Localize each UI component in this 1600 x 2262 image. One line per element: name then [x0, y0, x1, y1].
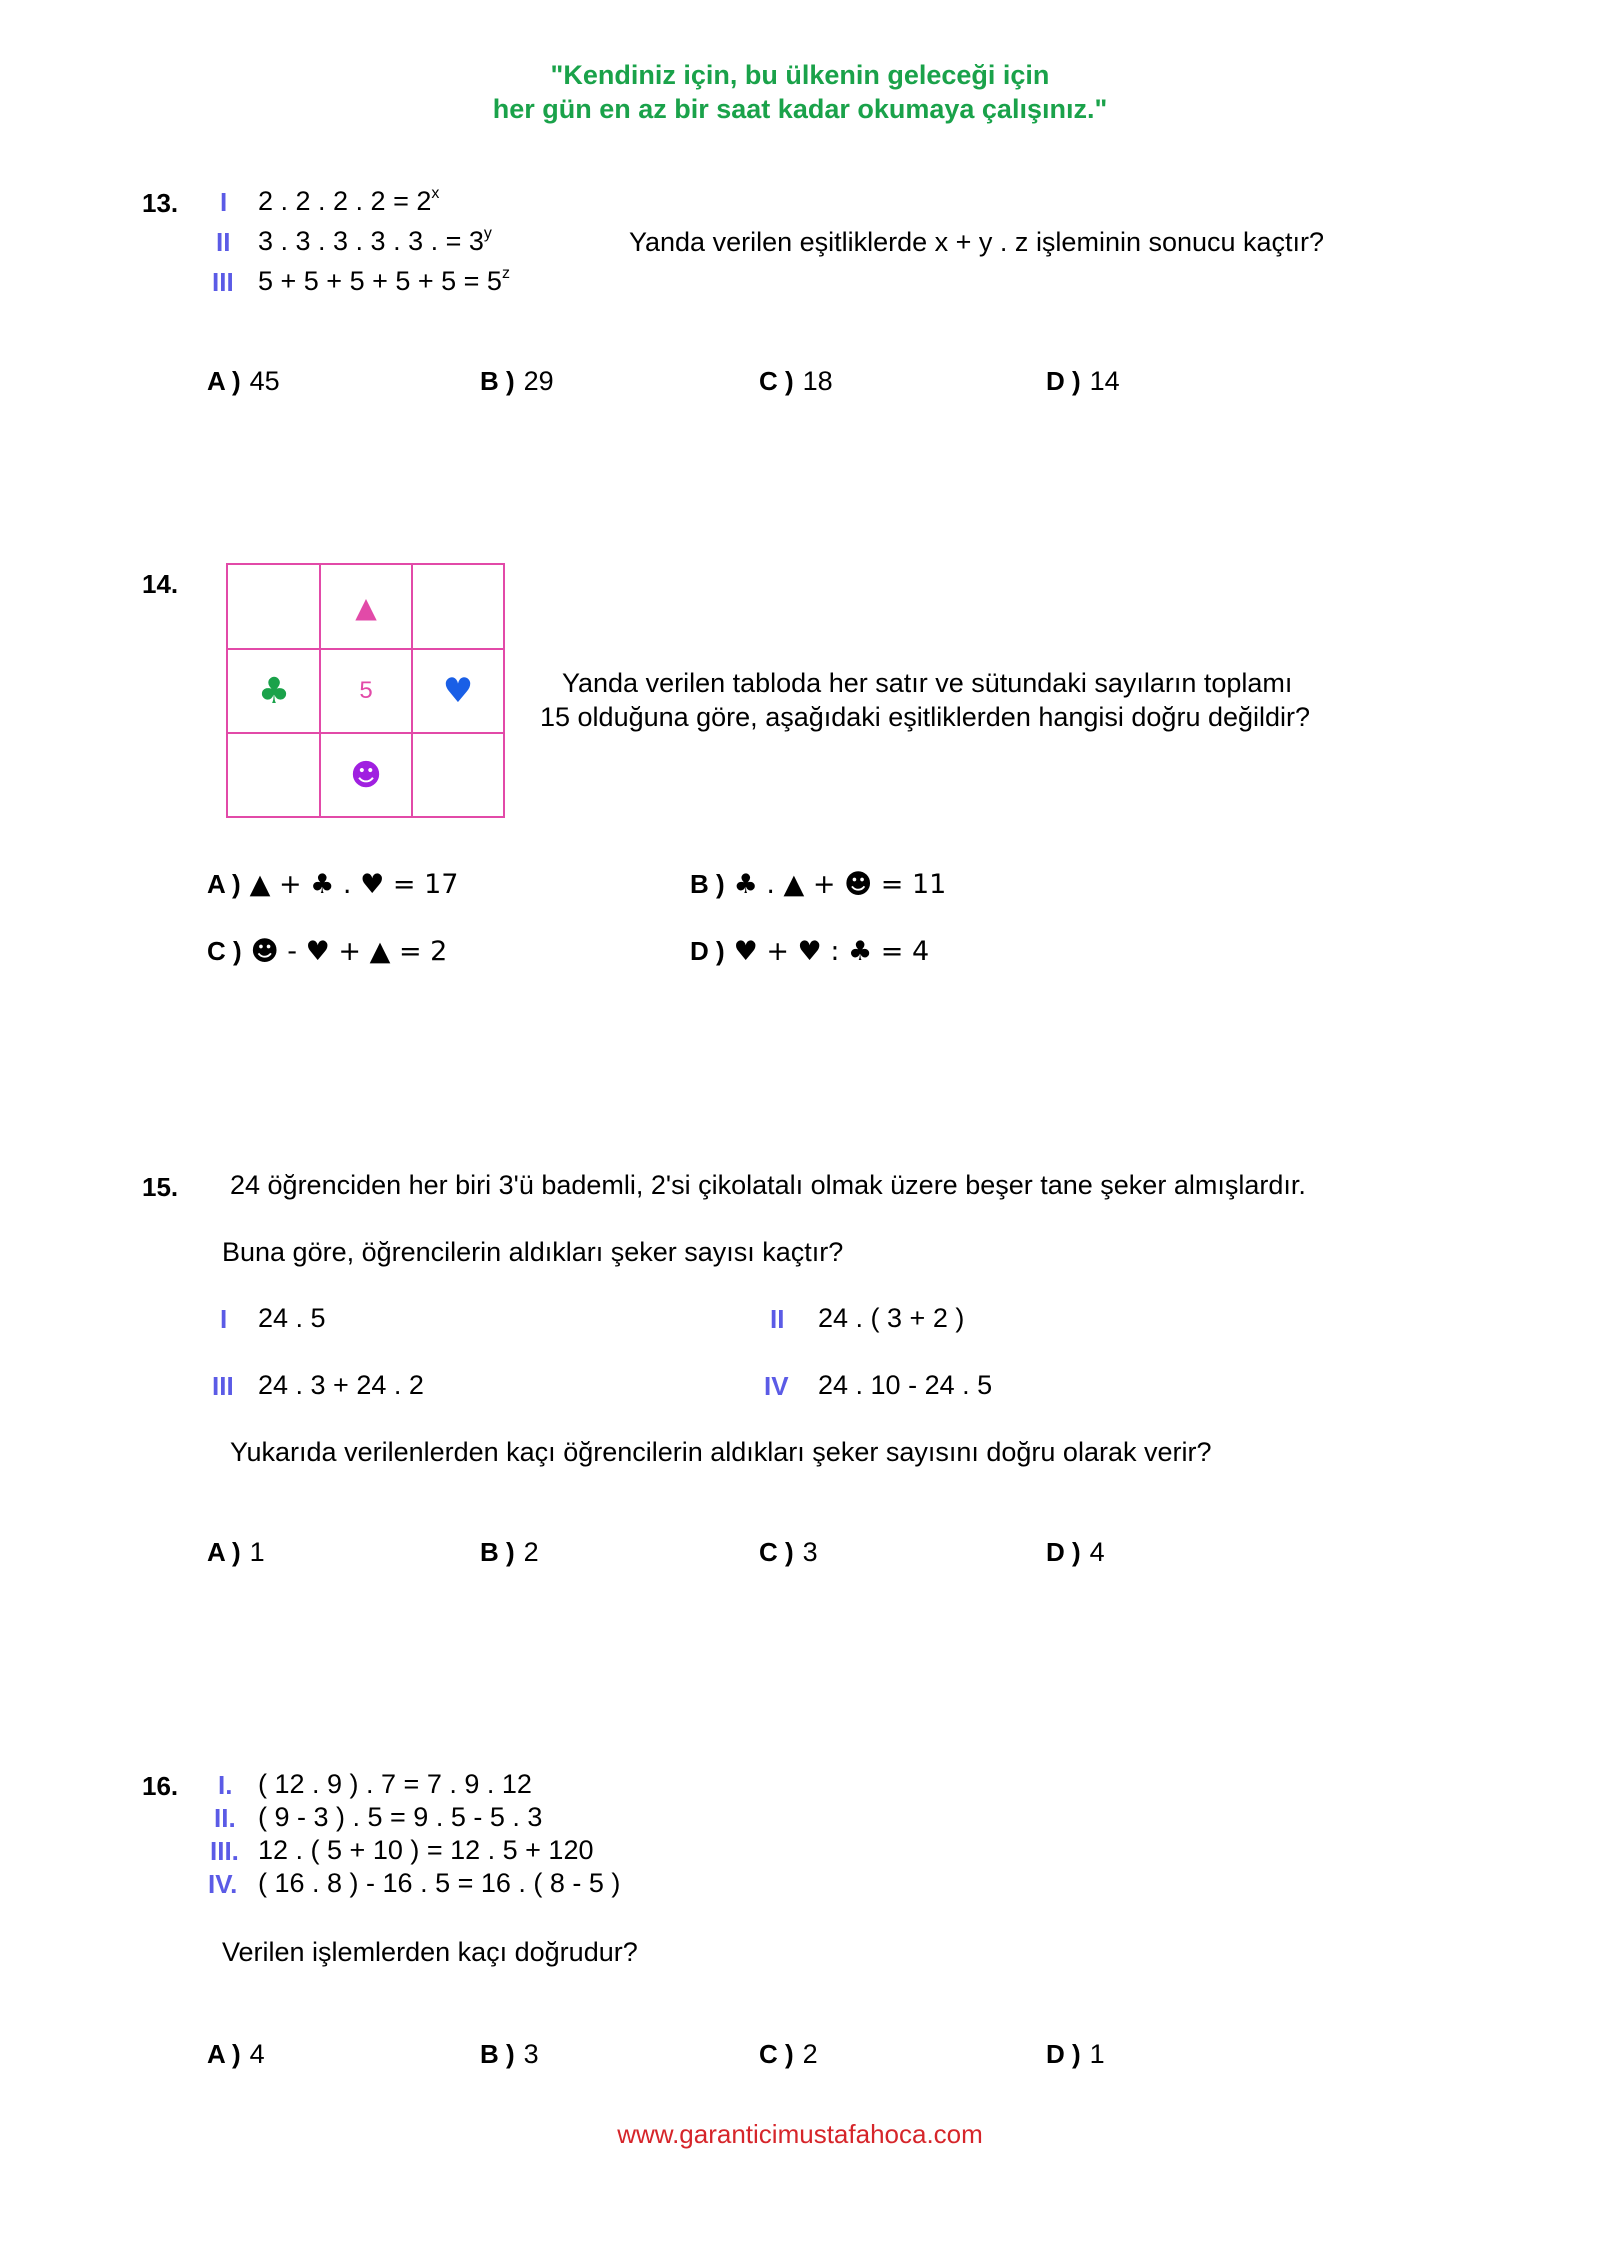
- roman-numeral: IV.: [208, 1869, 238, 1899]
- equation: 2 . 2 . 2 . $2 = 2^x$: [258, 185, 440, 216]
- question-number: 13.: [142, 188, 179, 218]
- roman-numeral: II.: [214, 1803, 236, 1833]
- answer-option-d[interactable]: D ) 4: [1046, 1537, 1105, 1567]
- question-prompt: Buna göre, öğrencilerin aldıkları şeker sayısı kaçtır?: [222, 1237, 844, 1267]
- equation: ( 12 . 9 ) . 7 = 7 . 9 . 12: [258, 1769, 532, 1799]
- question-text-line1: Yanda verilen tabloda her satır ve sütundaki sayıların toplamı: [562, 668, 1293, 698]
- roman-numeral: I: [220, 187, 228, 217]
- roman-numeral: III: [212, 267, 234, 297]
- smiley-symbol: ☻: [350, 757, 382, 793]
- question-text: 24 öğrenciden her biri 3'ü bademli, 2'si çikolatalı olmak üzere beşer tane şeker almışlardır.: [230, 1170, 1306, 1200]
- exponent: z: [501, 265, 510, 282]
- expression: 24 . ( 3 + 2 ): [818, 1303, 965, 1333]
- triangle-symbol: ▲: [355, 590, 377, 624]
- center-number: 5: [359, 677, 373, 704]
- answer-option-d[interactable]: D ) 1: [1046, 2039, 1105, 2069]
- expression: 24 . 3 + 24 . 2: [258, 1370, 424, 1400]
- roman-numeral: III: [212, 1371, 234, 1401]
- club-symbol: ♣: [257, 670, 291, 712]
- roman-numeral: III.: [210, 1836, 239, 1866]
- answer-option-a[interactable]: A ) 4: [207, 2039, 265, 2069]
- answer-option-c[interactable]: C ) 3: [759, 1537, 818, 1567]
- roman-numeral: I: [220, 1304, 228, 1334]
- answer-option-b[interactable]: B ) 29: [480, 366, 554, 396]
- equation: $5 + 5 + 5 + 5 + 5 = 5^z$: [258, 265, 510, 296]
- question-text: Yukarıda verilenlerden kaçı öğrencilerin aldıkları şeker sayısını doğru olarak verir?: [230, 1437, 1212, 1467]
- roman-numeral: II: [216, 227, 231, 257]
- expression: 24 . 5: [258, 1303, 326, 1333]
- header-quote-line2: her gün en az bir saat kadar okumaya çalışınız.": [492, 94, 1108, 124]
- question-number: 15.: [142, 1172, 179, 1202]
- roman-numeral: IV: [764, 1371, 789, 1401]
- answer-option-c[interactable]: C ) 2: [759, 2039, 818, 2069]
- answer-option-a[interactable]: A ) ▲ + ♣ . ♥ = 17: [207, 869, 459, 900]
- question-text: Verilen işlemlerden kaçı doğrudur?: [222, 1937, 638, 1967]
- answer-option-b[interactable]: B ) 2: [480, 1537, 539, 1567]
- answer-option-b[interactable]: B ) ♣ . ▲ + ☻ = 11: [690, 869, 947, 900]
- exponent: x: [431, 185, 440, 202]
- exponent: y: [483, 225, 492, 242]
- equation: 3 . 3 . 3 . 3 . 3 . = $3^y$: [258, 225, 492, 256]
- answer-option-c[interactable]: C ) ☻ - ♥ + ▲ = 2: [207, 936, 448, 967]
- answer-option-c[interactable]: C ) 18: [759, 366, 833, 396]
- equation: 12 . ( 5 + 10 ) = 12 . 5 + 120: [258, 1835, 594, 1865]
- magic-square-grid: [226, 563, 505, 818]
- question-text: Yanda verilen eşitliklerde x + y . z işleminin sonucu kaçtır?: [629, 227, 1325, 257]
- roman-numeral: I.: [218, 1770, 233, 1800]
- question-number: 16.: [142, 1771, 179, 1801]
- equation: ( 9 - 3 ) . 5 = 9 . 5 - 5 . 3: [258, 1802, 543, 1832]
- header-quote-line1: "Kendiniz için, bu ülkenin geleceği için: [550, 60, 1050, 90]
- equation: ( 16 . 8 ) - 16 . 5 = 16 . ( 8 - 5 ): [258, 1868, 621, 1898]
- question-number: 14.: [142, 569, 179, 599]
- heart-symbol: ♥: [442, 671, 474, 711]
- answer-option-d[interactable]: D ) 14: [1046, 366, 1120, 396]
- answer-option-d[interactable]: D ) ♥ + ♥ : ♣ = 4: [690, 936, 930, 967]
- footer-website-link[interactable]: www.garanticimustafahoca.com: [617, 2119, 983, 2149]
- question-text-line2: 15 olduğuna göre, aşağıdaki eşitliklerden hangisi doğru değildir?: [540, 702, 1311, 732]
- answer-option-b[interactable]: B ) 3: [480, 2039, 539, 2069]
- roman-numeral: II: [770, 1304, 785, 1334]
- answer-option-a[interactable]: A ) 1: [207, 1537, 265, 1567]
- expression: 24 . 10 - 24 . 5: [818, 1370, 993, 1400]
- answer-option-a[interactable]: A ) 45: [207, 366, 280, 396]
